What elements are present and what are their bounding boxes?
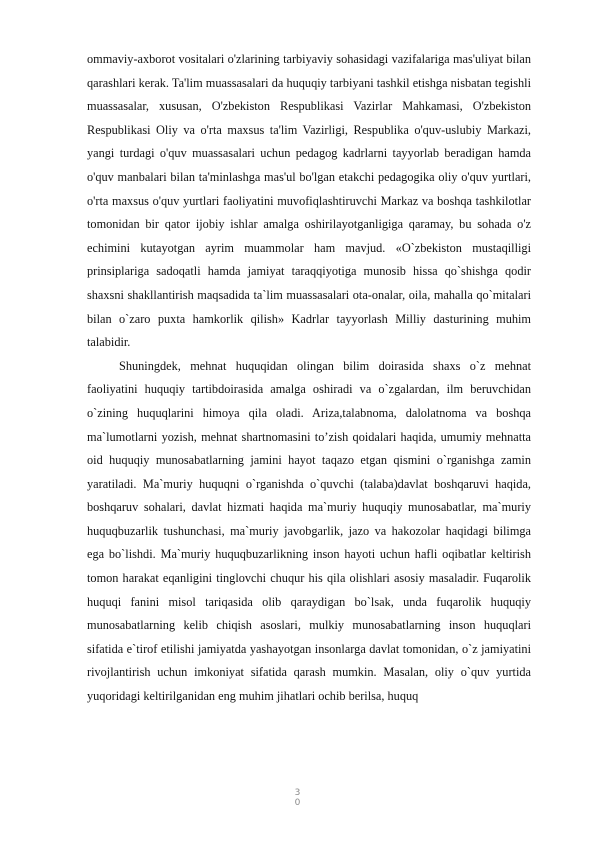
page-number-digit-2: 0 xyxy=(294,798,301,808)
paragraph-1: ommaviy-axborot vositalari o'zlarining tarbiyaviy sohasidagi vazifalariga mas'uliyat bilan qarashlari kerak. Ta'lim muassasalari da huquqiy tarbiyani tashkil etishga nisbatan tegishli muassasalar, xususan, O'zbekiston Respublikasi Vazirlar Mahkamasi, O'zbekiston Respublikasi Oliy va o'rta maxsus ta'lim Vazirligi, Respublika o'quv-uslubiy Markazi, yangi turdagi o'quv muassasalari uchun pedagog kadrlarni tayyorlab beradigan hamda o'quv manbalari bilan ta'minlashga mas'ul bo'lgan etakchi pedagogika oliy o'quv yurtlari, o'rta maxsus o'quv yurtlari faoliyatini muvofiqlashtiruvchi Markaz va boshqa tashkilotlar tomonidan bir qator ijobiy ishlar amalga oshirilayotganligiga qaramay, bu sohada o'z echimini kutayotgan ayrim muammolar ham mavjud. «O`zbekiston mustaqilligi prinsiplariga sadoqatli hamda jamiyat taraqqiyotiga munosib hissa qo`shishga qodir shaxsni shakllantirish maqsadida ta`lim muassasalari ota-onalar, oila, mahalla qo`mitalari bilan o`zaro puxta hamkorlik qilish» Kadrlar tayyorlash Milliy dasturining muhim talabidir. xyxy=(87,52,531,350)
page-number-digit-1: 3 xyxy=(294,788,301,798)
document-body xyxy=(87,48,531,709)
paragraph-2: Shuningdek, mehnat huquqidan olingan bilim doirasida shaxs o`z mehnat faoliyatini huquqiy tartibdoirasida amalga oshiradi va o`zgalardan, ilm beruvchidan o`zining huquqlarini himoya qila oladi. Ariza,talabnoma, dalolatnoma va boshqa ma`lumotlarni yozish, mehnat shartnomasini to’zish qoidalari haqida, umumiy mehnatta oid huquqiy munosabatlarning jamini hayot taqazo etgan qismini o`rganishga zamin yaratiladi. Ma`muriy huquqni o`rganishda o`quvchi (talaba)davlat boshqaruvi haqida, boshqaruv sohalari, davlat hizmati haqida ma`muriy huquqiy munosabatlar, ma`muriy huquqbuzarlik tushunchasi, ma`muriy javobgarlik, jazo va hakozolar haqidagi bilimga ega bo`lishdi. Ma`muriy huquqbuzarlikning inson hayoti uchun hafli oqibatlar keltirish tomon harakat eqanligini tinglovchi chuqur his qila olishlari asosiy masaladir. Fuqarolik huquqi fanini misol tariqasida olib qaraydigan bo`lsak, unda fuqarolik huquqiy munosabatlarning kelib chiqish asoslari, mulkiy munosabatlarning inson huquqlari sifatida e`tirof etilishi jamiyatda yashayotgan insonlarga davlat tomonidan, o`z jamiyatini rivojlantirish uchun imkoniyat sifatida qarash mumkin. Masalan, oliy o`quv yurtida yuqoridagi keltirilganidan eng muhim jihatlari ochib berilsa, huquq xyxy=(87,358,531,704)
page-number xyxy=(0,788,595,808)
